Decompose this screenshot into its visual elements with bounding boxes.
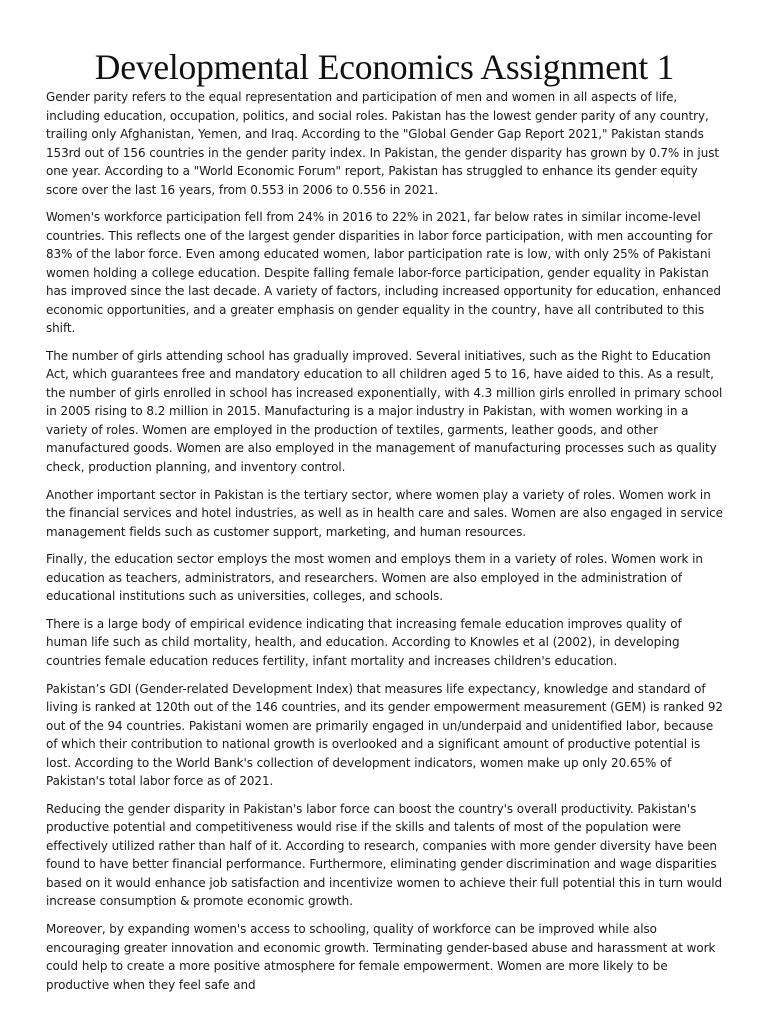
paragraph-gender-parity: Gender parity refers to the equal representation and participation of men and women in all aspects of life, including education, occupation, politics, and social roles. Pakistan has the lowest gender parity of any country, trailing only Afghanistan, Yemen, and Iraq. According to the "Global Gender Gap Report 2021," Pakistan stands 153rd out of 156 countries in the gender parity index. In Pakistan, the gender disparity has grown by 0.7% in just one year. According to a "World Economic Forum" report, Pakistan has struggled to enhance its gender equity score over the last 16 years, from 0.553 in 2006 to 0.556 in 2021. bbox=[46, 90, 720, 197]
paragraph-girls-education: The number of girls attending school has gradually improved. Several initiatives, such as the Right to Education Act, which guarantees free and mandatory education to all children aged 5 to 16, have aided to this. As a result, the number of girls enrolled in school has increased exponentially, with 4.3 million girls enrolled in primary school in 2005 rising to 8.2 million in 2015. Manufacturing is a major industry in Pakistan, with women working in a variety of roles. Women are employed in the production of textiles, garments, leather goods, and other manufactured goods. Women are also employed in the management of manufacturing processes such as quality check, production planning, and inventory control. bbox=[46, 348, 723, 474]
paragraph-workforce-participation: Women's workforce participation fell from 24% in 2016 to 22% in 2021, far below rates in similar income-level countries. This reflects one of the largest gender disparities in labor force participation, with men accounting for 83% of the labor force. Even among educated women, labor participation rate is low, with only 25% of Pakistani women holding a college education. Despite falling female labor-force participation, gender equality in Pakistan has improved since the last decade. A variety of factors, including increased opportunity for education, enhanced economic opportunities, and a greater emphasis on gender equality in the country, have all contributed to this shift. bbox=[46, 210, 721, 336]
paragraph-empirical-evidence: There is a large body of empirical evidence indicating that increasing female education improves quality of human life such as child mortality, health, and education. According to Knowles et al (2002), in developing countries female education reduces fertility, infant mortality and increases children's education. bbox=[46, 616, 682, 668]
paragraph-productivity: Reducing the gender disparity in Pakistan's labor force can boost the country's overall productivity. Pakistan's productive potential and competitiveness would rise if the skills and talents of most of the population were effectively utilized rather than half of it. According to research, companies with more gender diversity have been found to have better financial performance. Furthermore, eliminating gender discrimination and wage disparities based on it would enhance job satisfaction and incentivize women to achieve their full potential this in turn would increase consumption & promote economic growth. bbox=[46, 801, 723, 909]
paragraph-schooling-access: Moreover, by expanding women's access to schooling, quality of workforce can be improved while also encouraging greater innovation and economic growth. Terminating gender-based abuse and harassment at work could help to create a more positive atmosphere for female empowerment. Women are more likely to be productive when they feel safe and bbox=[46, 922, 716, 992]
paragraph-tertiary-sector: Another important sector in Pakistan is the tertiary sector, where women play a variety of roles. Women work in the financial services and hotel industries, as well as in health care and sales. Women are also engaged in service management fields such as customer support, marketing, and human resources. bbox=[46, 487, 723, 539]
paragraph-gdi-gem: Pakistan’s GDI (Gender-related Development Index) that measures life expectancy, knowledge and standard of living is ranked at 120th out of the 146 countries, and its gender empowerment measurement (GEM) is ranked 92 out of the 94 countries. Pakistani women are primarily engaged in un/underpaid and unidentified labor, because of which their contribution to national growth is overlooked and a significant amount of productive potential is lost. According to the World Bank's collection of development indicators, women make up only 20.65% of Pakistan's total labor force as of 2021. bbox=[46, 681, 723, 789]
paragraph-education-sector: Finally, the education sector employs the most women and employs them in a variety of roles. Women work in education as teachers, administrators, and researchers. Women are also employed in the administration of educational institutions such as universities, colleges, and schools. bbox=[46, 552, 703, 604]
document-title: Developmental Economics Assignment 1 bbox=[94, 47, 675, 87]
document-body bbox=[46, 88, 723, 994]
